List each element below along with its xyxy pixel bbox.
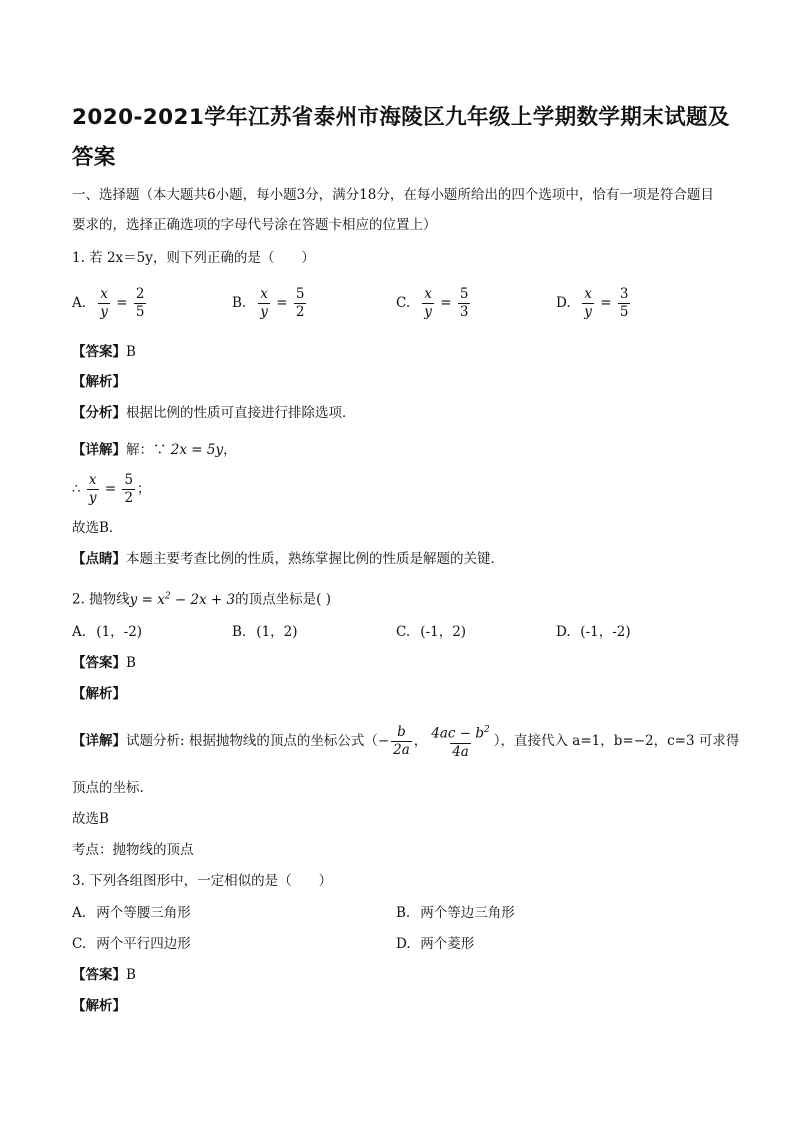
q1-option-d (556, 286, 632, 321)
denominator: 3 (459, 304, 469, 320)
answer-tag: 【答案】 (72, 344, 126, 360)
fraction (258, 286, 270, 321)
formula-part: y = x (129, 591, 165, 608)
option-text: (1，-2) (96, 624, 143, 640)
answer-tag: 【答案】 (72, 967, 126, 983)
option-letter: B. (396, 905, 411, 921)
equals-sign: = (276, 295, 288, 311)
separator: ， (413, 732, 428, 749)
exponent: 2 (164, 591, 171, 601)
fraction (422, 286, 434, 321)
detail-prefix: 解：∵ (126, 442, 167, 458)
option-letter: A. (72, 295, 87, 311)
detail-text: ），直接代入 a=1，b=−2，c=3 可求得 (493, 732, 740, 749)
fraction (582, 286, 594, 321)
numerator: x (88, 472, 97, 488)
option-text: 两个等腰三角形 (96, 905, 191, 921)
equals-sign: = (600, 295, 612, 311)
numerator: x (584, 286, 592, 302)
answer-value: B (126, 344, 136, 360)
denominator: 2a (393, 741, 410, 758)
q1-choose: 故选B． (72, 520, 123, 536)
option-text: 两个菱形 (420, 936, 475, 952)
numerator: 5 (459, 286, 469, 302)
numerator: x (100, 286, 108, 302)
denominator: y (424, 304, 432, 320)
q1-fenxi (72, 403, 356, 423)
q3-option-c (72, 934, 191, 954)
option-letter: C. (396, 295, 411, 311)
denominator: 4a (452, 743, 469, 760)
question-3-stem: 3. 下列各组图形中，一定相似的是（ ） (72, 873, 333, 889)
fraction (458, 286, 471, 321)
q1-analysis-tag: 【解析】 (72, 374, 126, 390)
formula-part: − 2x + 3 (170, 591, 236, 608)
option-text: (1，2) (256, 624, 298, 640)
fenxi-tag: 【分析】 (72, 405, 126, 421)
numerator: 2 (135, 286, 145, 302)
q1-option-b (232, 286, 308, 321)
denominator: y (584, 304, 592, 320)
option-letter: D. (556, 624, 571, 640)
numerator-part: 4ac − b (431, 725, 485, 742)
option-text: 两个等边三角形 (420, 905, 515, 921)
parabola-formula (130, 592, 235, 608)
option-text: (-1，-2) (580, 624, 631, 640)
q1-option-a (72, 286, 148, 321)
fraction (618, 286, 631, 321)
exponent: 2 (484, 725, 490, 735)
option-letter: A. (72, 624, 87, 640)
q2-answer (72, 653, 136, 673)
denominator: y (260, 304, 268, 320)
detail-suffix: ， (223, 442, 237, 458)
option-letter: B. (232, 624, 247, 640)
denominator: 5 (619, 304, 629, 320)
answer-value: B (126, 967, 136, 983)
section-heading: 一、选择题（本大题共6小题，每小题3分，满分18分，在每小题所给出的四个选项中，恰有一项是符合题目要求的，选择正确选项的字母代号涂在答题卡相应的位置上） (72, 187, 714, 233)
q1-detail (72, 440, 237, 460)
fraction (429, 722, 491, 761)
semicolon: ； (137, 481, 151, 497)
question-1-stem: 1. 若 2x＝5y，则下列正确的是（ ） (72, 250, 315, 266)
fraction (134, 286, 147, 321)
q1-conclusion (72, 472, 151, 507)
numerator: x (260, 286, 268, 302)
comment-tag: 【点睛】 (72, 551, 126, 567)
q1-option-c (396, 286, 472, 321)
q3-option-d (396, 934, 474, 954)
option-letter: A. (72, 905, 87, 921)
q2-option-a (72, 622, 142, 642)
q2-kaodian: 考点：抛物线的顶点 (72, 842, 194, 858)
denominator: 2 (295, 304, 305, 320)
fenxi-text: 根据比例的性质可直接进行排除选项． (126, 405, 356, 421)
page-title: 2020-2021学年江苏省泰州市海陵区九年级上学期数学期末试题及答案 (72, 105, 730, 170)
option-text: 两个平行四边形 (96, 936, 191, 952)
q3-answer (72, 965, 136, 985)
detail-tag: 【详解】 (72, 442, 126, 458)
option-letter: D. (396, 936, 411, 952)
q2-detail-line2: 顶点的坐标. (72, 780, 144, 796)
q2-option-b (232, 622, 298, 642)
q2-analysis-tag: 【解析】 (72, 686, 126, 702)
equals-sign: = (440, 295, 452, 311)
answer-tag: 【答案】 (72, 655, 126, 671)
detail-text: 试题分析: 根据抛物线的顶点的坐标公式（ (126, 732, 378, 749)
q1-answer (72, 342, 136, 362)
numerator: 3 (619, 286, 629, 302)
option-letter: B. (232, 295, 247, 311)
equals-sign: = (104, 481, 117, 497)
numerator (429, 722, 491, 743)
numerator: b (397, 723, 406, 740)
denominator: y (88, 490, 97, 506)
stem-prefix: 2. 抛物线 (72, 591, 130, 608)
q3-analysis-tag: 【解析】 (72, 998, 126, 1014)
q2-choose: 故选B (72, 811, 109, 827)
therefore-symbol: ∴ (72, 481, 81, 497)
numerator: x (424, 286, 432, 302)
fraction (87, 472, 99, 507)
answer-value: B (126, 655, 136, 671)
q2-detail (72, 722, 739, 761)
equals-sign: = (116, 295, 128, 311)
equation: 2x = 5y (170, 442, 224, 458)
fraction (294, 286, 307, 321)
minus-sign: − (377, 732, 390, 749)
option-letter: D. (556, 295, 571, 311)
numerator: 5 (124, 472, 134, 488)
stem-suffix: 的顶点坐标是( ) (235, 591, 331, 608)
denominator: y (100, 304, 108, 320)
detail-tag: 【详解】 (72, 732, 126, 749)
q3-option-b (396, 903, 515, 923)
q1-comment (72, 549, 504, 569)
q3-option-a (72, 903, 191, 923)
fraction (98, 286, 110, 321)
numerator: 5 (295, 286, 305, 302)
q2-option-d (556, 622, 631, 642)
denominator: 5 (135, 304, 145, 320)
q2-option-c (396, 622, 466, 642)
comment-text: 本题主要考查比例的性质，熟练掌握比例的性质是解题的关键． (126, 551, 504, 567)
option-text: (-1，2) (420, 624, 467, 640)
fraction (122, 472, 135, 507)
question-2-stem (72, 586, 331, 610)
option-letter: C. (396, 624, 411, 640)
option-letter: C. (72, 936, 87, 952)
denominator: 2 (124, 490, 134, 506)
fraction (391, 724, 412, 759)
